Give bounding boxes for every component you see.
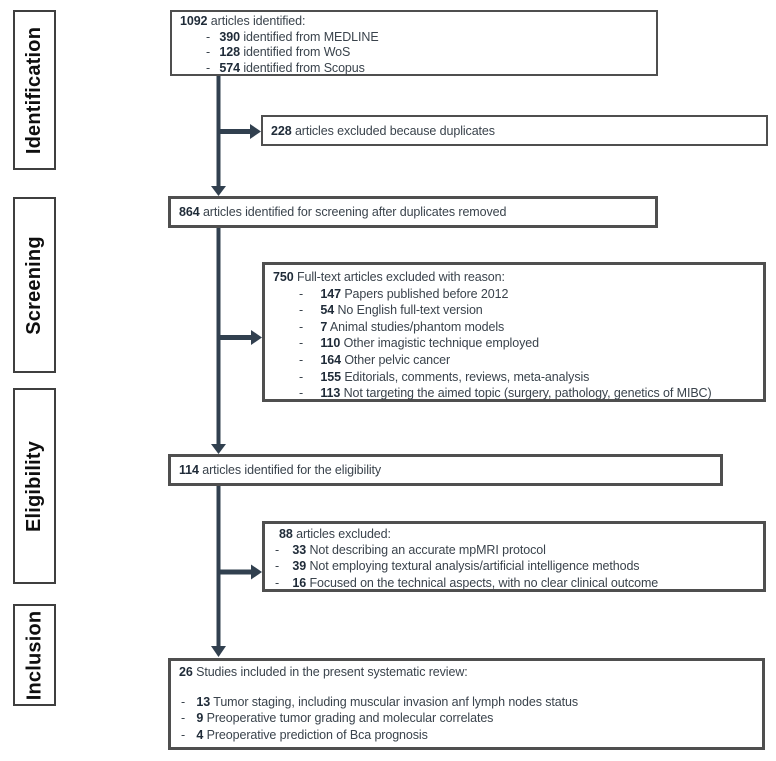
connector-screened-to-eligibility: [211, 228, 262, 454]
count-value: 164: [320, 352, 341, 367]
flow-line: [180, 30, 648, 46]
count-value: 110: [320, 336, 341, 351]
dash-bullet: -: [299, 336, 304, 351]
line-text: Editorials, comments, reviews, meta-analysis: [344, 369, 590, 384]
stage-eligibility: [13, 388, 56, 584]
flow-line: [180, 61, 648, 77]
stage-identification-label: Identification: [23, 26, 45, 154]
arrow-right-icon: [251, 565, 262, 580]
line-text: Focused on the technical aspects, with no clear clinical outcome: [309, 575, 659, 590]
count-value: 39: [292, 559, 307, 574]
flow-line: [273, 286, 755, 303]
flow-line: [179, 710, 754, 727]
line-text: Studies included in the present systematic review:: [196, 665, 468, 679]
flow-line: [179, 462, 381, 478]
dash-bullet: -: [275, 575, 280, 590]
line-text: Other imagistic technique employed: [343, 336, 539, 351]
line-text: No English full-text version: [337, 303, 483, 318]
line-text: Not employing textural analysis/artificial intelligence methods: [309, 559, 640, 574]
stage-inclusion: [13, 604, 56, 706]
count-value: 9: [196, 711, 204, 725]
flow-line: [273, 542, 755, 558]
line-text: Preoperative prediction of Bca prognosis: [206, 727, 428, 742]
connector-eligibility-to-included: [211, 486, 262, 657]
stage-screening-label: Screening: [23, 235, 45, 335]
box-articles-screened: [168, 196, 658, 228]
count-value: 155: [320, 369, 341, 384]
box-studies-included: [168, 658, 765, 750]
flow-line: [179, 664, 754, 681]
flow-line: [273, 335, 755, 352]
box-duplicates-excluded: [261, 115, 768, 146]
line-text: articles identified:: [210, 14, 306, 28]
count-value: 750: [273, 270, 294, 284]
flow-line: [273, 526, 755, 542]
flow-line: [179, 204, 506, 220]
flow-line: [273, 269, 755, 286]
line-text: Full-text articles excluded with reason:: [296, 270, 505, 284]
line-text: Not targeting the aimed topic (surgery, pathology, genetics of MIBC): [343, 386, 712, 401]
count-value: 13: [196, 694, 211, 709]
dash-bullet: -: [206, 45, 211, 59]
dash-bullet: -: [299, 286, 304, 301]
flow-line: [273, 575, 755, 591]
dash-bullet: -: [299, 319, 304, 334]
count-value: 88: [279, 527, 293, 541]
count-value: 16: [292, 575, 307, 590]
flow-line: [273, 352, 755, 369]
stage-inclusion-label: Inclusion: [23, 610, 45, 700]
dash-bullet: -: [181, 727, 186, 742]
flow-line: [179, 694, 754, 711]
box-articles-eligibility: [168, 454, 723, 486]
flow-line: [273, 558, 755, 574]
arrow-down-icon: [211, 186, 226, 196]
count-value: 128: [219, 45, 240, 59]
line-text: articles excluded:: [296, 527, 391, 541]
dash-bullet: -: [299, 386, 304, 401]
stage-eligibility-label: Eligibility: [23, 440, 46, 532]
dash-bullet: -: [181, 711, 186, 725]
count-value: 7: [320, 319, 328, 334]
flow-line: [273, 319, 755, 336]
line-text: Preoperative tumor grading and molecular correlates: [206, 711, 494, 725]
count-value: 1092: [180, 14, 208, 28]
flow-line: [273, 385, 755, 402]
line-text: Not describing an accurate mpMRI protocol: [309, 543, 546, 558]
dash-bullet: -: [206, 29, 211, 44]
count-value: 390: [219, 29, 240, 44]
arrow-down-icon: [211, 646, 226, 657]
line-text: Papers published before 2012: [344, 286, 509, 301]
dash-bullet: -: [275, 543, 280, 558]
count-value: 33: [292, 543, 307, 558]
blank-line: [179, 681, 754, 694]
arrow-right-icon: [250, 124, 261, 139]
count-value: 26: [179, 665, 193, 679]
flow-line: [179, 727, 754, 744]
flow-line: [273, 302, 755, 319]
box-fulltext-excluded: [262, 262, 766, 402]
count-value: 54: [320, 303, 335, 318]
dash-bullet: -: [206, 60, 211, 75]
count-value: 864: [179, 205, 200, 219]
count-value: 4: [196, 727, 204, 742]
line-text: identified from WoS: [243, 45, 351, 59]
count-value: 574: [219, 60, 240, 75]
flow-line: [180, 14, 648, 30]
dash-bullet: -: [299, 303, 304, 318]
line-text: Animal studies/phantom models: [329, 319, 505, 334]
count-value: 147: [320, 286, 341, 301]
flow-line: [180, 45, 648, 61]
stage-screening: [13, 197, 56, 373]
flow-line: [271, 123, 495, 139]
arrow-down-icon: [211, 444, 226, 454]
line-text: Other pelvic cancer: [344, 352, 451, 367]
line-text: identified from MEDLINE: [243, 29, 379, 44]
stage-identification: [13, 10, 56, 170]
connector-identified-to-screened: [211, 76, 261, 196]
dash-bullet: -: [181, 694, 186, 709]
line-text: articles identified for screening after duplicates removed: [202, 205, 507, 219]
line-text: articles excluded because duplicates: [294, 123, 495, 138]
line-text: Tumor staging, including muscular invasion anf lymph nodes status: [213, 694, 579, 709]
dash-bullet: -: [299, 352, 304, 367]
count-value: 113: [320, 386, 341, 401]
arrow-right-icon: [251, 330, 262, 345]
line-text: articles identified for the eligibility: [202, 463, 382, 477]
flow-line: [273, 369, 755, 386]
line-text: identified from Scopus: [243, 60, 365, 75]
count-value: 114: [179, 463, 199, 477]
box-eligibility-excluded: [262, 521, 766, 592]
count-value: 228: [271, 123, 292, 138]
dash-bullet: -: [299, 369, 304, 384]
box-articles-identified: [170, 10, 658, 76]
dash-bullet: -: [275, 559, 280, 574]
